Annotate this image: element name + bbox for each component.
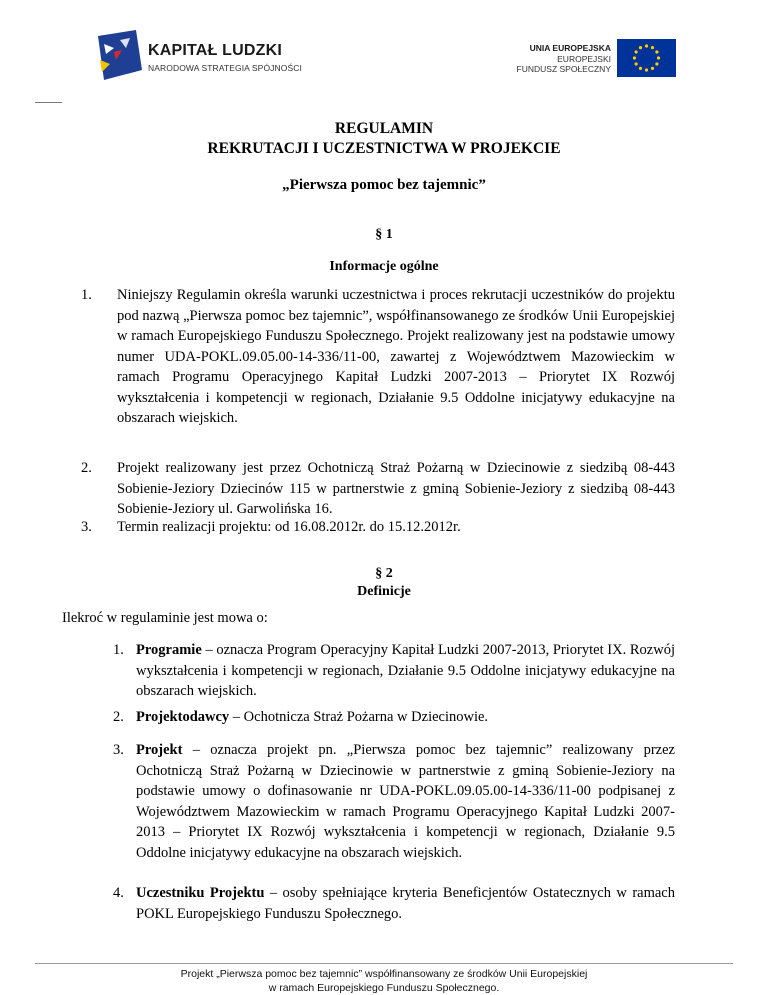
section-1-mark: § 1 [375, 227, 393, 242]
kapital-ludzki-emblem-icon [92, 30, 142, 80]
s2-item-3-number: 3. [113, 742, 124, 758]
s2-item-1-number: 1. [113, 642, 124, 658]
eu-line2: EUROPEJSKI [557, 53, 611, 64]
eu-flag-icon [617, 39, 676, 77]
s2-item-2-text: – Ochotnicza Straż Pożarna w Dziecinowie. [229, 709, 489, 725]
s2-item-2-number: 2. [113, 709, 124, 725]
s2-item-2-term: Projektodawcy [136, 709, 230, 725]
s1-item-1-text: Niniejszy Regulamin określa warunki uczestnictwa i proces rekrutacji uczestników do projektu pod nazwą „Pierwsza pomoc bez tajemnic”, współfinansowanego ze środków Unii Europejskiej w ramach Europejskiego Funduszu Społecznego. Projekt realizowany jest na podstawie umowy numer UDA-POKL.09.05.00-14-336/11-00, zawartej z Województwem Mazowieckim w ramach Programu Operacyjnego Kapitał Ludzki 2007-2013 – Priorytet IX Rozwój wykształcenia i kompetencji w regionach, Działanie 9.5 Oddolne inicjatywy edukacyjne na obszarach wiejskich. [117, 287, 675, 426]
footer [0, 967, 768, 995]
footer-divider [35, 963, 733, 964]
s1-item-2-text: Projekt realizowany jest przez Ochotniczą Straż Pożarną w Dziecinowie z siedzibą 08-443 Sobienie-Jeziory Dziecinów 115 w partnerstwie z gminą Sobienie-Jeziory z siedzibą 08-443 Sobienie-Jeziory ul. Garwolińska 16. [117, 460, 675, 517]
section-2-mark: § 2 [375, 566, 393, 581]
eu-line3: FUNDUSZ SPOŁECZNY [516, 64, 611, 74]
s1-item-2-number: 2. [81, 460, 92, 476]
s2-item-1-text: – oznacza Program Operacyjny Kapitał Ludzki 2007-2013, Priorytet IX. Rozwój wykształcenia i kompetencji w regionach, Działanie 9.5 Oddolne inicjatywy edukacyjne na obszarach wiejskich. [136, 642, 675, 699]
s2-item-3 [136, 740, 675, 863]
eu-line1: UNIA EUROPEJSKA [529, 43, 611, 53]
s2-item-4-number: 4. [113, 885, 124, 901]
footer-line-1: Projekt „Pierwsza pomoc bez tajemnic” współfinansowany ze środków Unii Europejskiej [180, 968, 588, 980]
s2-item-4 [136, 883, 675, 924]
s1-item-3-number: 3. [81, 519, 92, 535]
kl-subtitle: NARODOWA STRATEGIA SPÓJNOŚCI [148, 63, 302, 73]
eu-text-block [517, 43, 611, 75]
kl-title: KAPITAŁ LUDZKI [148, 42, 283, 59]
header-divider [35, 102, 62, 103]
section-2-title: Definicje [357, 584, 411, 599]
doc-title-1: REGULAMIN [334, 120, 434, 137]
kapital-ludzki-logo [92, 30, 302, 82]
section-2-intro: Ilekroć w regulaminie jest mowa o: [62, 610, 268, 626]
s2-item-4-text: – osoby spełniające kryteria Beneficjentów Ostatecznych w ramach POKL Europejskiego Funduszu Społecznego. [136, 885, 675, 922]
footer-line-2: w ramach Europejskiego Funduszu Społecznego. [268, 982, 500, 994]
s1-item-3-text: Termin realizacji projektu: od 16.08.2012r. do 15.12.2012r. [117, 519, 461, 535]
section-1-title: Informacje ogólne [329, 259, 439, 274]
s2-item-3-text: – oznacza projekt pn. „Pierwsza pomoc bez tajemnic” realizowany przez Ochotniczą Straż Pożarną w Dziecinowie w partnerstwie z gminą Sobienie-Jeziory na podstawie umowy o dofinasowanie nr UDA-POKL.09.05.00-14-336/11-00 podpisanej z Województwem Mazowieckim w ramach Programu Operacyjnego Kapitał Ludzki 2007-2013 – Priorytet IX Rozwój wykształcenia i kompetencji w regionach, Działanie 9.5 Oddolne inicjatywy edukacyjne na obszarach wiejskich. [136, 742, 675, 861]
s2-item-4-term: Uczestniku Projektu [136, 885, 265, 901]
s2-item-2 [136, 707, 675, 728]
doc-title-2: REKRUTACJI I UCZESTNICTWA W PROJEKCIE [207, 140, 561, 157]
s2-item-3-term: Projekt [136, 742, 183, 758]
s1-item-1-number: 1. [81, 287, 92, 303]
project-name: „Pierwsza pomoc bez tajemnic” [282, 177, 486, 193]
s2-item-1 [136, 640, 675, 702]
s2-item-1-term: Programie [136, 642, 202, 658]
